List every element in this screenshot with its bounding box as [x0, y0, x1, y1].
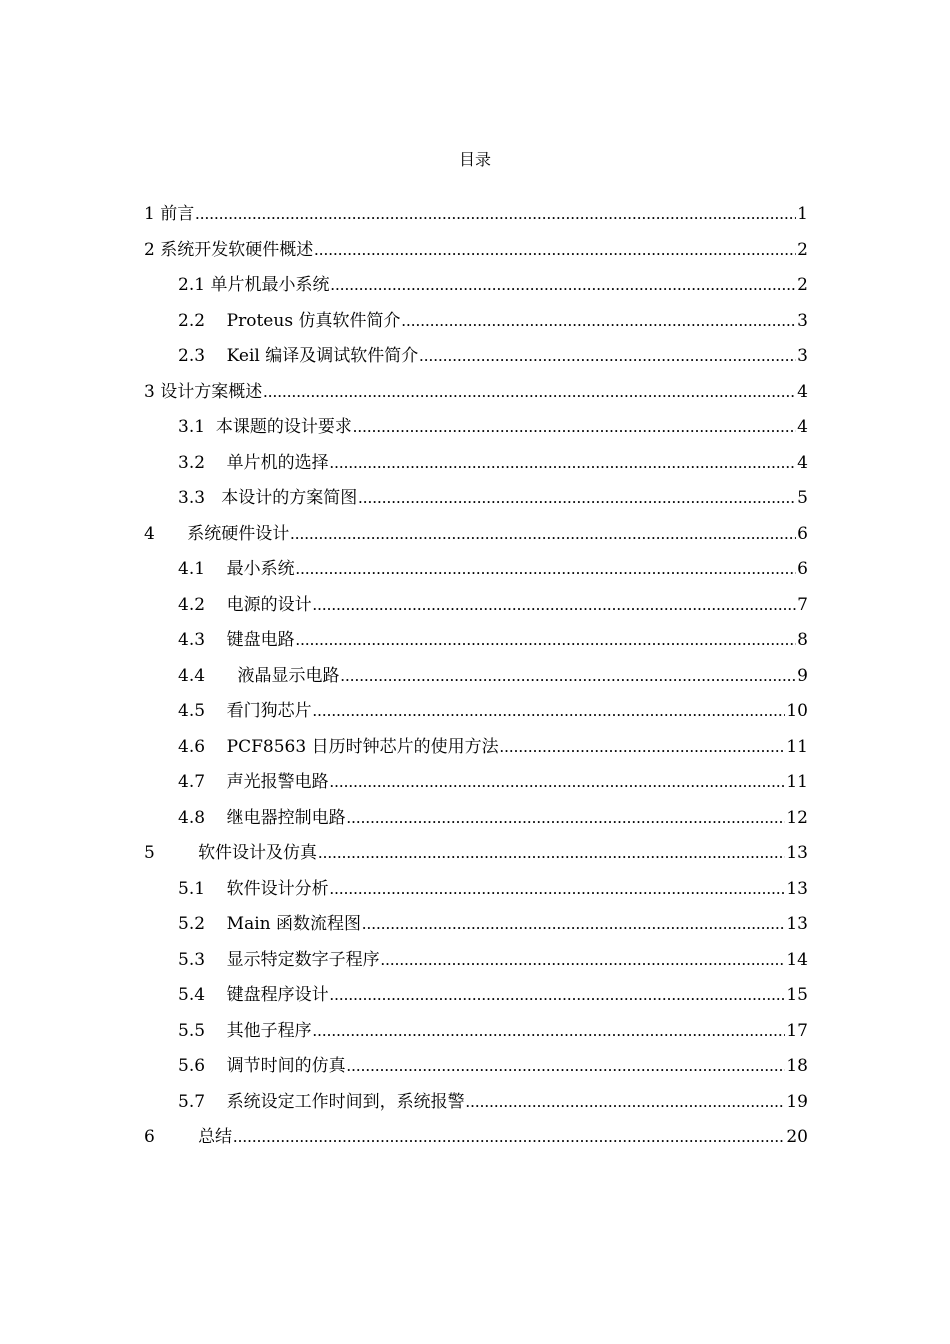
toc-entry-number: 2.3: [178, 346, 206, 366]
toc-entry-spacer: [205, 694, 227, 730]
table-of-contents: [144, 196, 808, 1155]
toc-entry[interactable]: [144, 693, 808, 729]
toc-entry-number: 1: [144, 204, 155, 224]
toc-entry-page-number: 19: [786, 1091, 808, 1112]
toc-dot-leader: [318, 835, 785, 871]
toc-entry-spacer: [205, 623, 227, 659]
toc-entry[interactable]: [144, 338, 808, 374]
toc-entry-page-number: 11: [786, 772, 808, 792]
toc-entry[interactable]: [144, 942, 808, 978]
toc-entry[interactable]: [144, 764, 808, 800]
toc-dot-leader: [500, 729, 786, 765]
toc-entry-page-number: 14: [786, 949, 808, 970]
toc-dot-leader: [314, 232, 796, 268]
toc-entry-spacer: [205, 872, 227, 908]
toc-entry[interactable]: [144, 587, 808, 623]
toc-dot-leader: [330, 977, 786, 1013]
toc-entry-number: 4.7: [178, 772, 206, 792]
toc-dot-leader: [419, 338, 796, 374]
toc-entry-title: 软件设计分析: [226, 878, 329, 899]
toc-entry-spacer: [205, 943, 227, 979]
toc-entry[interactable]: [144, 516, 808, 552]
toc-entry-page-number: 13: [786, 878, 808, 899]
toc-entry[interactable]: [144, 871, 808, 907]
toc-entry-page-number: 3: [797, 310, 808, 331]
toc-dot-leader: [362, 906, 785, 942]
toc-dot-leader: [358, 480, 796, 516]
toc-entry-number: 4.2: [178, 594, 206, 615]
toc-entry[interactable]: [144, 445, 808, 481]
toc-entry-spacer: [205, 730, 227, 766]
toc-entry-title: 键盘程序设计: [226, 985, 329, 1005]
toc-entry-title: 单片机最小系统: [210, 275, 330, 295]
toc-entry-title: PCF8563 日历时钟芯片的使用方法: [226, 736, 499, 757]
toc-entry-page-number: 10: [786, 701, 808, 721]
toc-entry-number: 5.1: [178, 878, 206, 899]
toc-entry-page-number: 7: [797, 594, 808, 615]
toc-entry-number: 4: [144, 523, 155, 544]
toc-entry-title: 继电器控制电路: [226, 807, 346, 828]
toc-entry-spacer: [205, 801, 227, 837]
toc-entry[interactable]: [144, 1119, 808, 1155]
toc-entry-spacer: [205, 304, 227, 340]
toc-entry-number: 4.5: [178, 701, 206, 721]
toc-entry-spacer: [205, 765, 227, 801]
toc-entry-spacer: [155, 1120, 198, 1156]
toc-entry-spacer: [205, 552, 227, 588]
toc-entry[interactable]: [144, 1013, 808, 1049]
toc-entry[interactable]: [144, 196, 808, 232]
toc-entry-number: 4.3: [178, 630, 206, 650]
toc-entry-spacer: [205, 481, 221, 517]
toc-entry-title: 最小系统: [226, 559, 295, 579]
toc-entry-page-number: 12: [786, 807, 808, 828]
toc-entry-title: 单片机的选择: [226, 452, 329, 473]
toc-dot-leader: [340, 658, 796, 694]
toc-dot-leader: [233, 1119, 785, 1155]
toc-entry-number: 2.2: [178, 310, 206, 331]
toc-entry-title: Proteus 仿真软件简介: [226, 310, 401, 331]
toc-entry-title: 电源的设计: [226, 594, 312, 615]
toc-entry-page-number: 11: [786, 736, 808, 757]
toc-entry-title: Keil 编译及调试软件简介: [226, 346, 419, 366]
toc-entry-number: 5.7: [178, 1091, 206, 1112]
toc-entry-number: 5.6: [178, 1056, 206, 1076]
toc-entry-page-number: 1: [797, 204, 808, 224]
toc-entry-title: 系统设定工作时间到，系统报警: [226, 1091, 465, 1112]
toc-entry-spacer: [155, 517, 187, 553]
toc-entry-number: 5.4: [178, 985, 206, 1005]
toc-entry-number: 2.1: [178, 275, 206, 295]
toc-entry-page-number: 4: [797, 417, 808, 437]
toc-entry-title: 键盘电路: [226, 630, 295, 650]
toc-entry-page-number: 2: [797, 275, 808, 295]
toc-entry-page-number: 8: [797, 630, 808, 650]
toc-dot-leader: [195, 196, 796, 232]
toc-entry-title: 调节时间的仿真: [226, 1056, 346, 1076]
toc-entry-title: 系统开发软硬件概述: [160, 239, 314, 260]
toc-entry-number: 4.6: [178, 736, 206, 757]
toc-entry[interactable]: [144, 622, 808, 658]
toc-entry-page-number: 15: [786, 985, 808, 1005]
toc-entry-page-number: 3: [797, 346, 808, 366]
toc-entry-spacer: [205, 446, 227, 482]
toc-entry-page-number: 13: [786, 914, 808, 934]
toc-entry-page-number: 6: [797, 559, 808, 579]
toc-entry-title: 本设计的方案简图: [221, 488, 358, 508]
toc-dot-leader: [330, 445, 797, 481]
toc-entry-page-number: 5: [797, 488, 808, 508]
toc-entry[interactable]: [144, 977, 808, 1013]
toc-entry-number: 4.4: [178, 665, 206, 686]
toc-entry-number: 6: [144, 1127, 155, 1147]
toc-dot-leader: [330, 267, 796, 303]
toc-entry[interactable]: [144, 800, 808, 836]
toc-entry[interactable]: [144, 551, 808, 587]
toc-entry-number: 2: [144, 239, 155, 260]
toc-entry-title: 显示特定数字子程序: [226, 949, 380, 970]
toc-entry-page-number: 4: [797, 381, 808, 402]
toc-entry-title: 液晶显示电路: [237, 665, 340, 686]
toc-dot-leader: [347, 800, 786, 836]
toc-entry-number: 3.2: [178, 452, 206, 473]
toc-dot-leader: [296, 551, 797, 587]
toc-entry[interactable]: [144, 906, 808, 942]
page-title: 目录: [458, 150, 491, 169]
toc-entry[interactable]: [144, 1048, 808, 1084]
toc-entry-title: Main 函数流程图: [226, 914, 362, 934]
toc-dot-leader: [353, 409, 796, 445]
toc-dot-leader: [290, 516, 796, 552]
toc-entry-page-number: 18: [786, 1056, 808, 1076]
toc-dot-leader: [263, 374, 796, 410]
toc-entry-number: 3.1: [178, 417, 206, 437]
toc-entry-number: 3.3: [178, 488, 206, 508]
toc-entry[interactable]: [144, 658, 808, 694]
toc-entry-title: 声光报警电路: [226, 772, 329, 792]
toc-entry-number: 5.3: [178, 949, 206, 970]
toc-entry-spacer: [205, 339, 227, 375]
toc-entry-title: 看门狗芯片: [226, 701, 312, 721]
toc-entry-title: 设计方案概述: [160, 381, 263, 402]
toc-entry-page-number: 20: [786, 1127, 808, 1147]
toc-entry-spacer: [205, 1014, 227, 1050]
toc-entry-spacer: [205, 1085, 227, 1121]
toc-entry-number: 4.8: [178, 807, 206, 828]
toc-entry[interactable]: [144, 267, 808, 303]
toc-dot-leader: [296, 622, 797, 658]
toc-entry[interactable]: [144, 374, 808, 410]
toc-entry-title: 总结: [198, 1127, 233, 1147]
toc-entry-title: 前言: [160, 204, 195, 224]
toc-entry[interactable]: [144, 409, 808, 445]
toc-dot-leader: [330, 764, 786, 800]
toc-dot-leader: [330, 871, 786, 907]
toc-entry-page-number: 6: [797, 523, 808, 544]
toc-entry-number: 4.1: [178, 559, 206, 579]
toc-entry[interactable]: [144, 729, 808, 765]
toc-entry-page-number: 4: [797, 452, 808, 473]
toc-entry-number: 5: [144, 843, 155, 863]
toc-entry-page-number: 13: [786, 843, 808, 863]
toc-entry-spacer: [205, 588, 227, 624]
toc-entry[interactable]: [144, 480, 808, 516]
toc-entry[interactable]: [144, 303, 808, 339]
toc-dot-leader: [313, 587, 797, 623]
toc-entry-spacer: [205, 907, 227, 943]
toc-entry-number: 3: [144, 381, 155, 402]
toc-entry[interactable]: [144, 835, 808, 871]
toc-entry-number: 5.2: [178, 914, 206, 934]
toc-entry-page-number: 17: [786, 1020, 808, 1041]
toc-entry-title: 软件设计及仿真: [198, 843, 318, 863]
toc-entry-spacer: [205, 410, 216, 446]
toc-entry-page-number: 9: [797, 665, 808, 686]
toc-entry-spacer: [205, 1049, 227, 1085]
toc-dot-leader: [313, 693, 786, 729]
toc-entry-spacer: [155, 836, 198, 872]
toc-entry-title: 本课题的设计要求: [215, 417, 352, 437]
toc-entry-spacer: [205, 978, 227, 1014]
toc-dot-leader: [313, 1013, 786, 1049]
toc-entry[interactable]: [144, 1084, 808, 1120]
toc-entry-page-number: 2: [797, 239, 808, 260]
toc-entry-number: 5.5: [178, 1020, 206, 1041]
toc-entry-title: 其他子程序: [226, 1020, 312, 1041]
toc-dot-leader: [466, 1084, 786, 1120]
toc-entry-spacer: [205, 659, 237, 695]
toc-entry[interactable]: [144, 232, 808, 268]
toc-dot-leader: [381, 942, 786, 978]
toc-dot-leader: [347, 1048, 786, 1084]
toc-entry-title: 系统硬件设计: [187, 523, 290, 544]
toc-dot-leader: [401, 303, 796, 339]
